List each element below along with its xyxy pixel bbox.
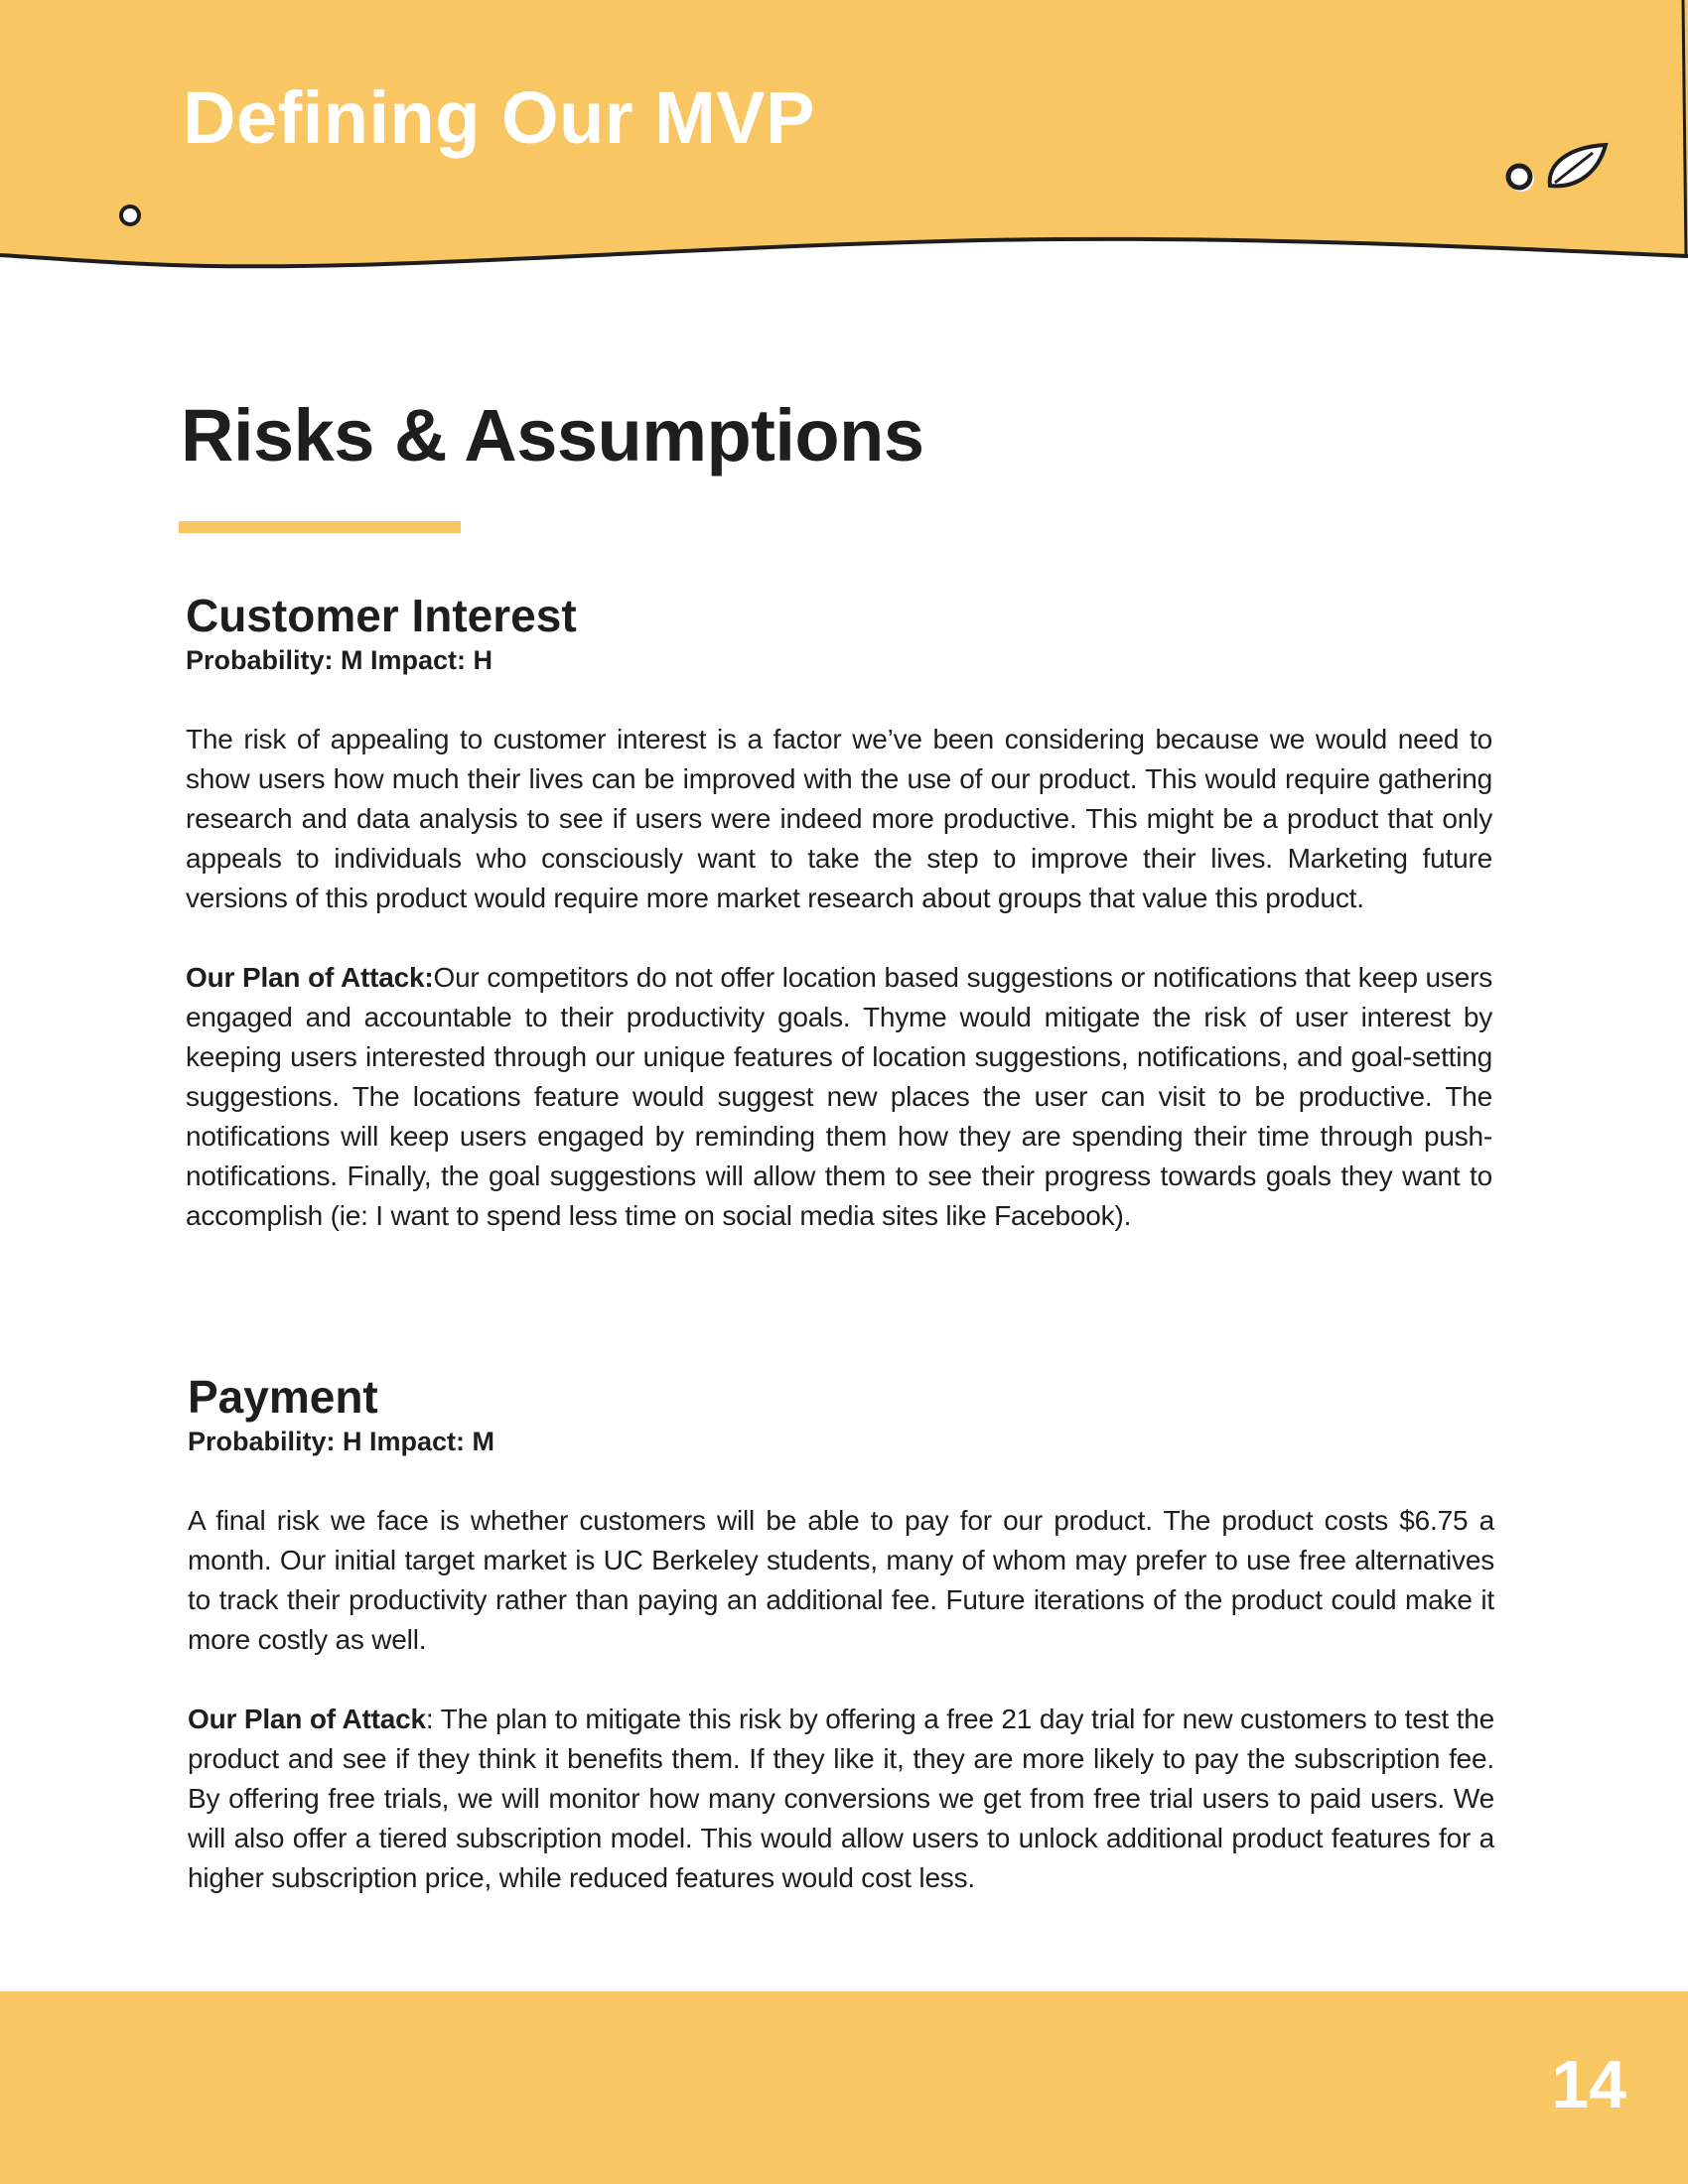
risk-title: Payment (188, 1371, 378, 1423)
plan-of-attack (188, 1700, 1494, 1898)
plan-text: Our competitors do not offer location based suggestions or notifications that keep users engaged and accountable to their productivity goals. Thyme would mitigate the risk of user interest by keeping users interested through our unique features of location suggestions, notifications, and goal-setting suggestions. The locations feature would suggest new places the user can visit to be productive. The notifications will keep users engaged by reminding them how they are spending their time through push-notifications. Finally, the goal suggestions will allow them to see their progress towards goals they want to accomplish (ie: I want to spend less time on social media sites like Facebook). (186, 961, 1492, 1231)
plan-of-attack (186, 958, 1492, 1236)
risk-probability-impact: Probability: M Impact: H (186, 644, 493, 675)
risk-body: A final risk we face is whether customers will be able to pay for our product. The product costs $6.75 a month. Our initial target market is UC Berkeley students, many of whom may prefer to use free alternatives to track their productivity rather than paying an additional fee. Future iterations of the product could make it more costly as well. (188, 1504, 1494, 1655)
ring-icon (121, 206, 139, 224)
footer-band (0, 1991, 1688, 2184)
page-number: 14 (1551, 2047, 1626, 2122)
plan-label: Our Plan of Attack: (186, 961, 434, 993)
plan-text: : The plan to mitigate this risk by offering a free 21 day trial for new customers to test the product and see if they think it benefits them. If they like it, they are more likely to pay the subscription fee. By offering free trials, we will monitor how many conversions we get from free trial users to paid users. We will also offer a tiered subscription model. This would allow users to unlock additional product features for a higher subscription price, while reduced features would cost less. (188, 1703, 1494, 1893)
ring-icon (1508, 166, 1534, 192)
header-title: Defining Our MVP (183, 76, 815, 159)
risk-probability-impact: Probability: H Impact: M (188, 1426, 495, 1456)
risk-customer-interest (186, 590, 1492, 1236)
risk-payment (188, 1371, 1494, 1898)
risk-body: The risk of appealing to customer interest is a factor we’ve been considering because we would need to show users how much their lives can be improved with the use of our product. This would require gathering research and data analysis to see if users were indeed more productive. This might be a product that only appeals to individuals who consciously want to take the step to improve their lives. Marketing future versions of this product would require more market research about groups that value this product. (186, 723, 1492, 913)
risk-title: Customer Interest (186, 590, 577, 641)
section-title: Risks & Assumptions (181, 394, 924, 477)
plan-label: Our Plan of Attack (188, 1703, 426, 1734)
title-underline (179, 521, 461, 533)
